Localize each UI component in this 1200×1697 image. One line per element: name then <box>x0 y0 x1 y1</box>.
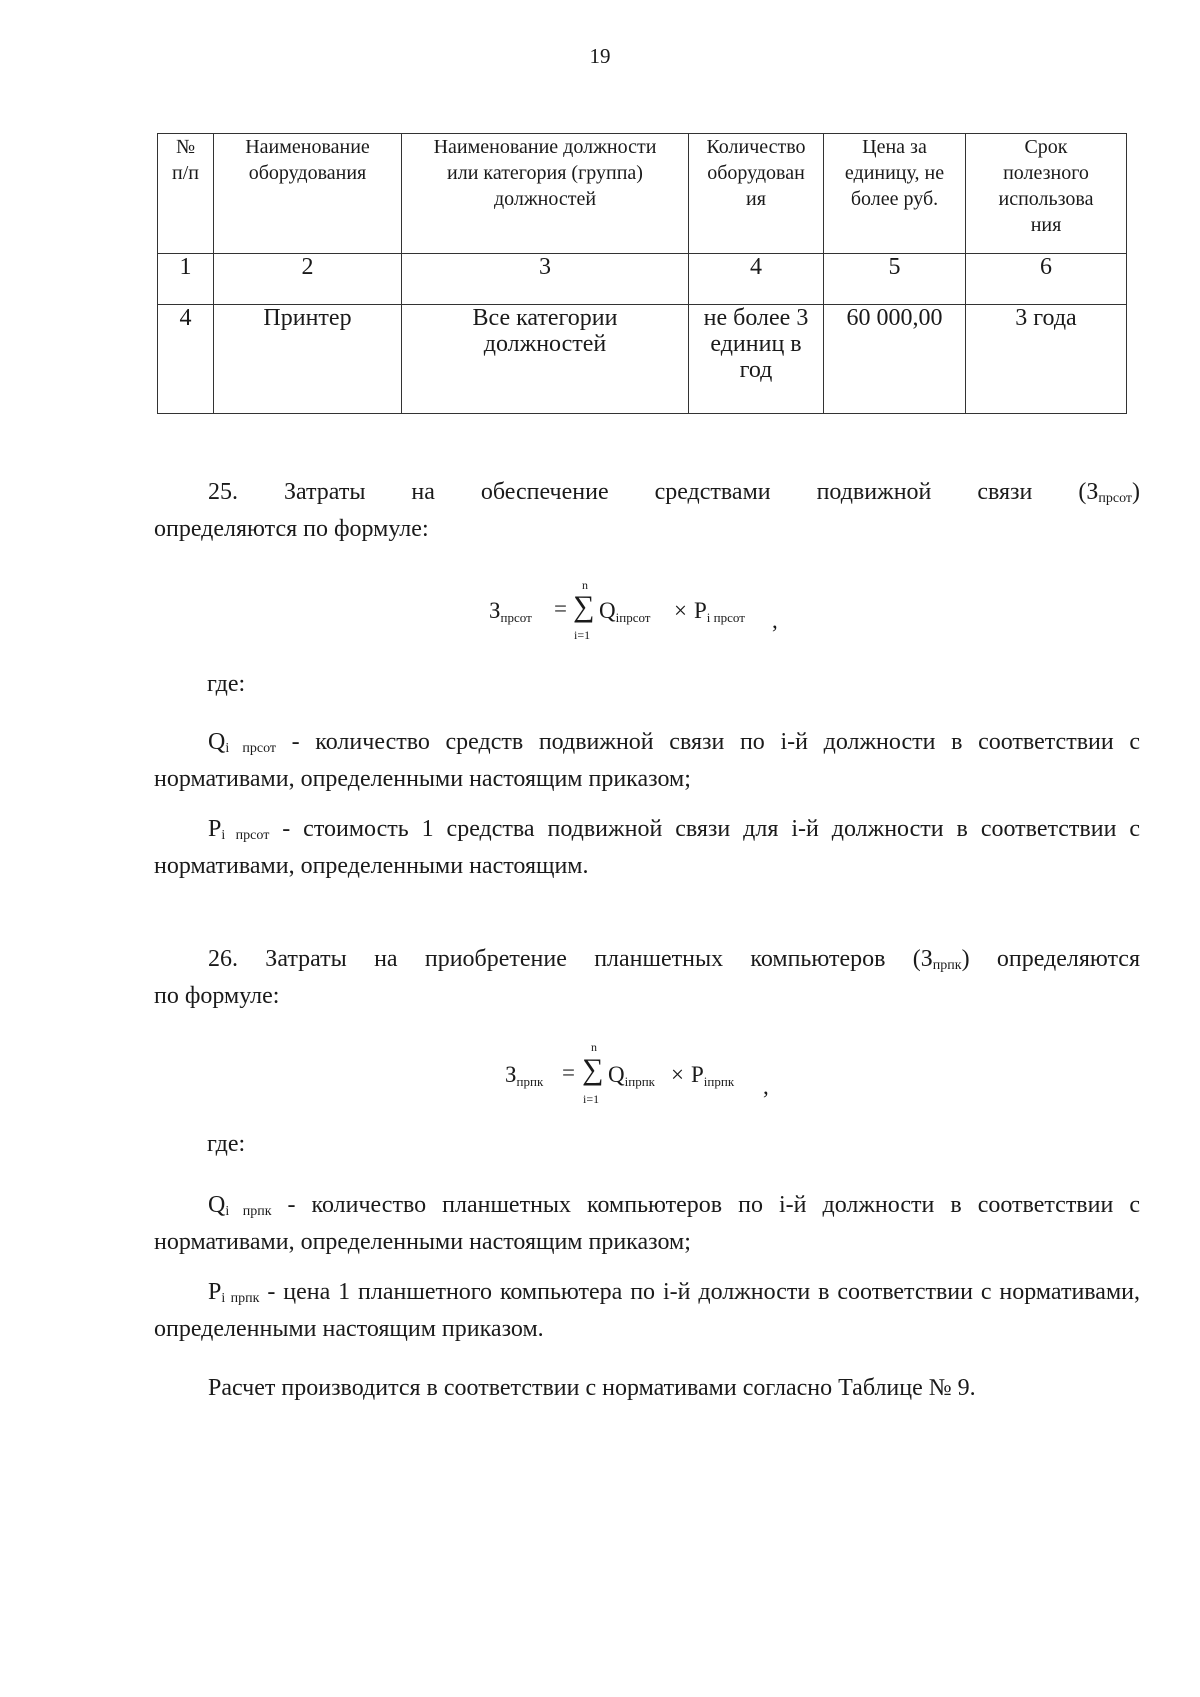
column-number: 1 <box>158 254 214 305</box>
sum-icon: ∑ <box>582 1053 604 1086</box>
cell-term: 3 года <box>966 305 1127 414</box>
definition-q-mobile: $Q_{i прсот}$ - количество средств подвижной связи по i-й должности в соответствии с нормативами, определенными настоящим приказом; <box>154 729 1141 792</box>
definition-q-tablet: $Q_{i прпк}$ - количество планшетных компьютеров по i-й должности в соответствии с нормативами, определенными настоящим приказом; <box>154 1192 1140 1255</box>
definition-p-mobile: $P_{i прсот}$ - стоимость 1 средства подвижной связи для i-й должности в соответствии с нормативами, определенными настоящим. <box>154 816 1141 879</box>
column-number: 6 <box>966 254 1127 305</box>
column-number: 4 <box>689 254 824 305</box>
column-number: 5 <box>824 254 966 305</box>
page-number: 19 <box>589 44 611 68</box>
header-cell-price: Цена за единицу, не более руб. <box>824 134 966 254</box>
definition-p-tablet: $P_{i прпк}$ - цена 1 планшетного компьютера по i-й должности в соответствии с нормативами, определенными настоящим приказом. <box>154 1279 1140 1342</box>
header-cell-equipment: Наименование оборудования <box>214 134 402 254</box>
equipment-table <box>157 133 1127 414</box>
table-row <box>158 305 1127 414</box>
sum-icon: ∑ <box>573 590 595 623</box>
header-cell-position: Наименование должности или категория (группа) должностей <box>402 134 689 254</box>
where-label-1: где: <box>207 671 246 697</box>
column-number: 2 <box>214 254 402 305</box>
table-header-row <box>158 134 1127 254</box>
header-cell-term: Срок полезного использова ния <box>966 134 1127 254</box>
paragraph-25: 25. Затраты на обеспечение средствами подвижной связи $(З_{прсот})$ определяются по формуле: <box>154 479 1140 542</box>
formula-tablet-costs: $З_{прпк}$ = n ∑ i=1 $Q_{iпрпк}$ × $P_{iпрпк}$ , <box>505 1040 769 1106</box>
header-cell-quantity: Количество оборудован ия <box>689 134 824 254</box>
header-cell-no: № п/п <box>158 134 214 254</box>
cell-quantity: не более 3 единиц в год <box>689 305 824 414</box>
paragraph-26: 26. Затраты на приобретение планшетных компьютеров $(З_{прпк})$ определяются по формуле: <box>154 946 1140 1009</box>
where-label-2: где: <box>207 1131 246 1157</box>
cell-no: 4 <box>158 305 214 414</box>
cell-position: Все категории должностей <box>402 305 689 414</box>
calculation-note: Расчет производится в соответствии с нормативами согласно Таблице № 9. <box>208 1375 976 1401</box>
table-column-number-row <box>158 254 1127 305</box>
formula-mobile-costs: $З_{прсот}$ = n ∑ i=1 $Q_{iпрсот}$ × $P_{i прсот}$ , <box>489 578 778 642</box>
cell-price: 60 000,00 <box>824 305 966 414</box>
column-number: 3 <box>402 254 689 305</box>
cell-equipment-name: Принтер <box>214 305 402 414</box>
